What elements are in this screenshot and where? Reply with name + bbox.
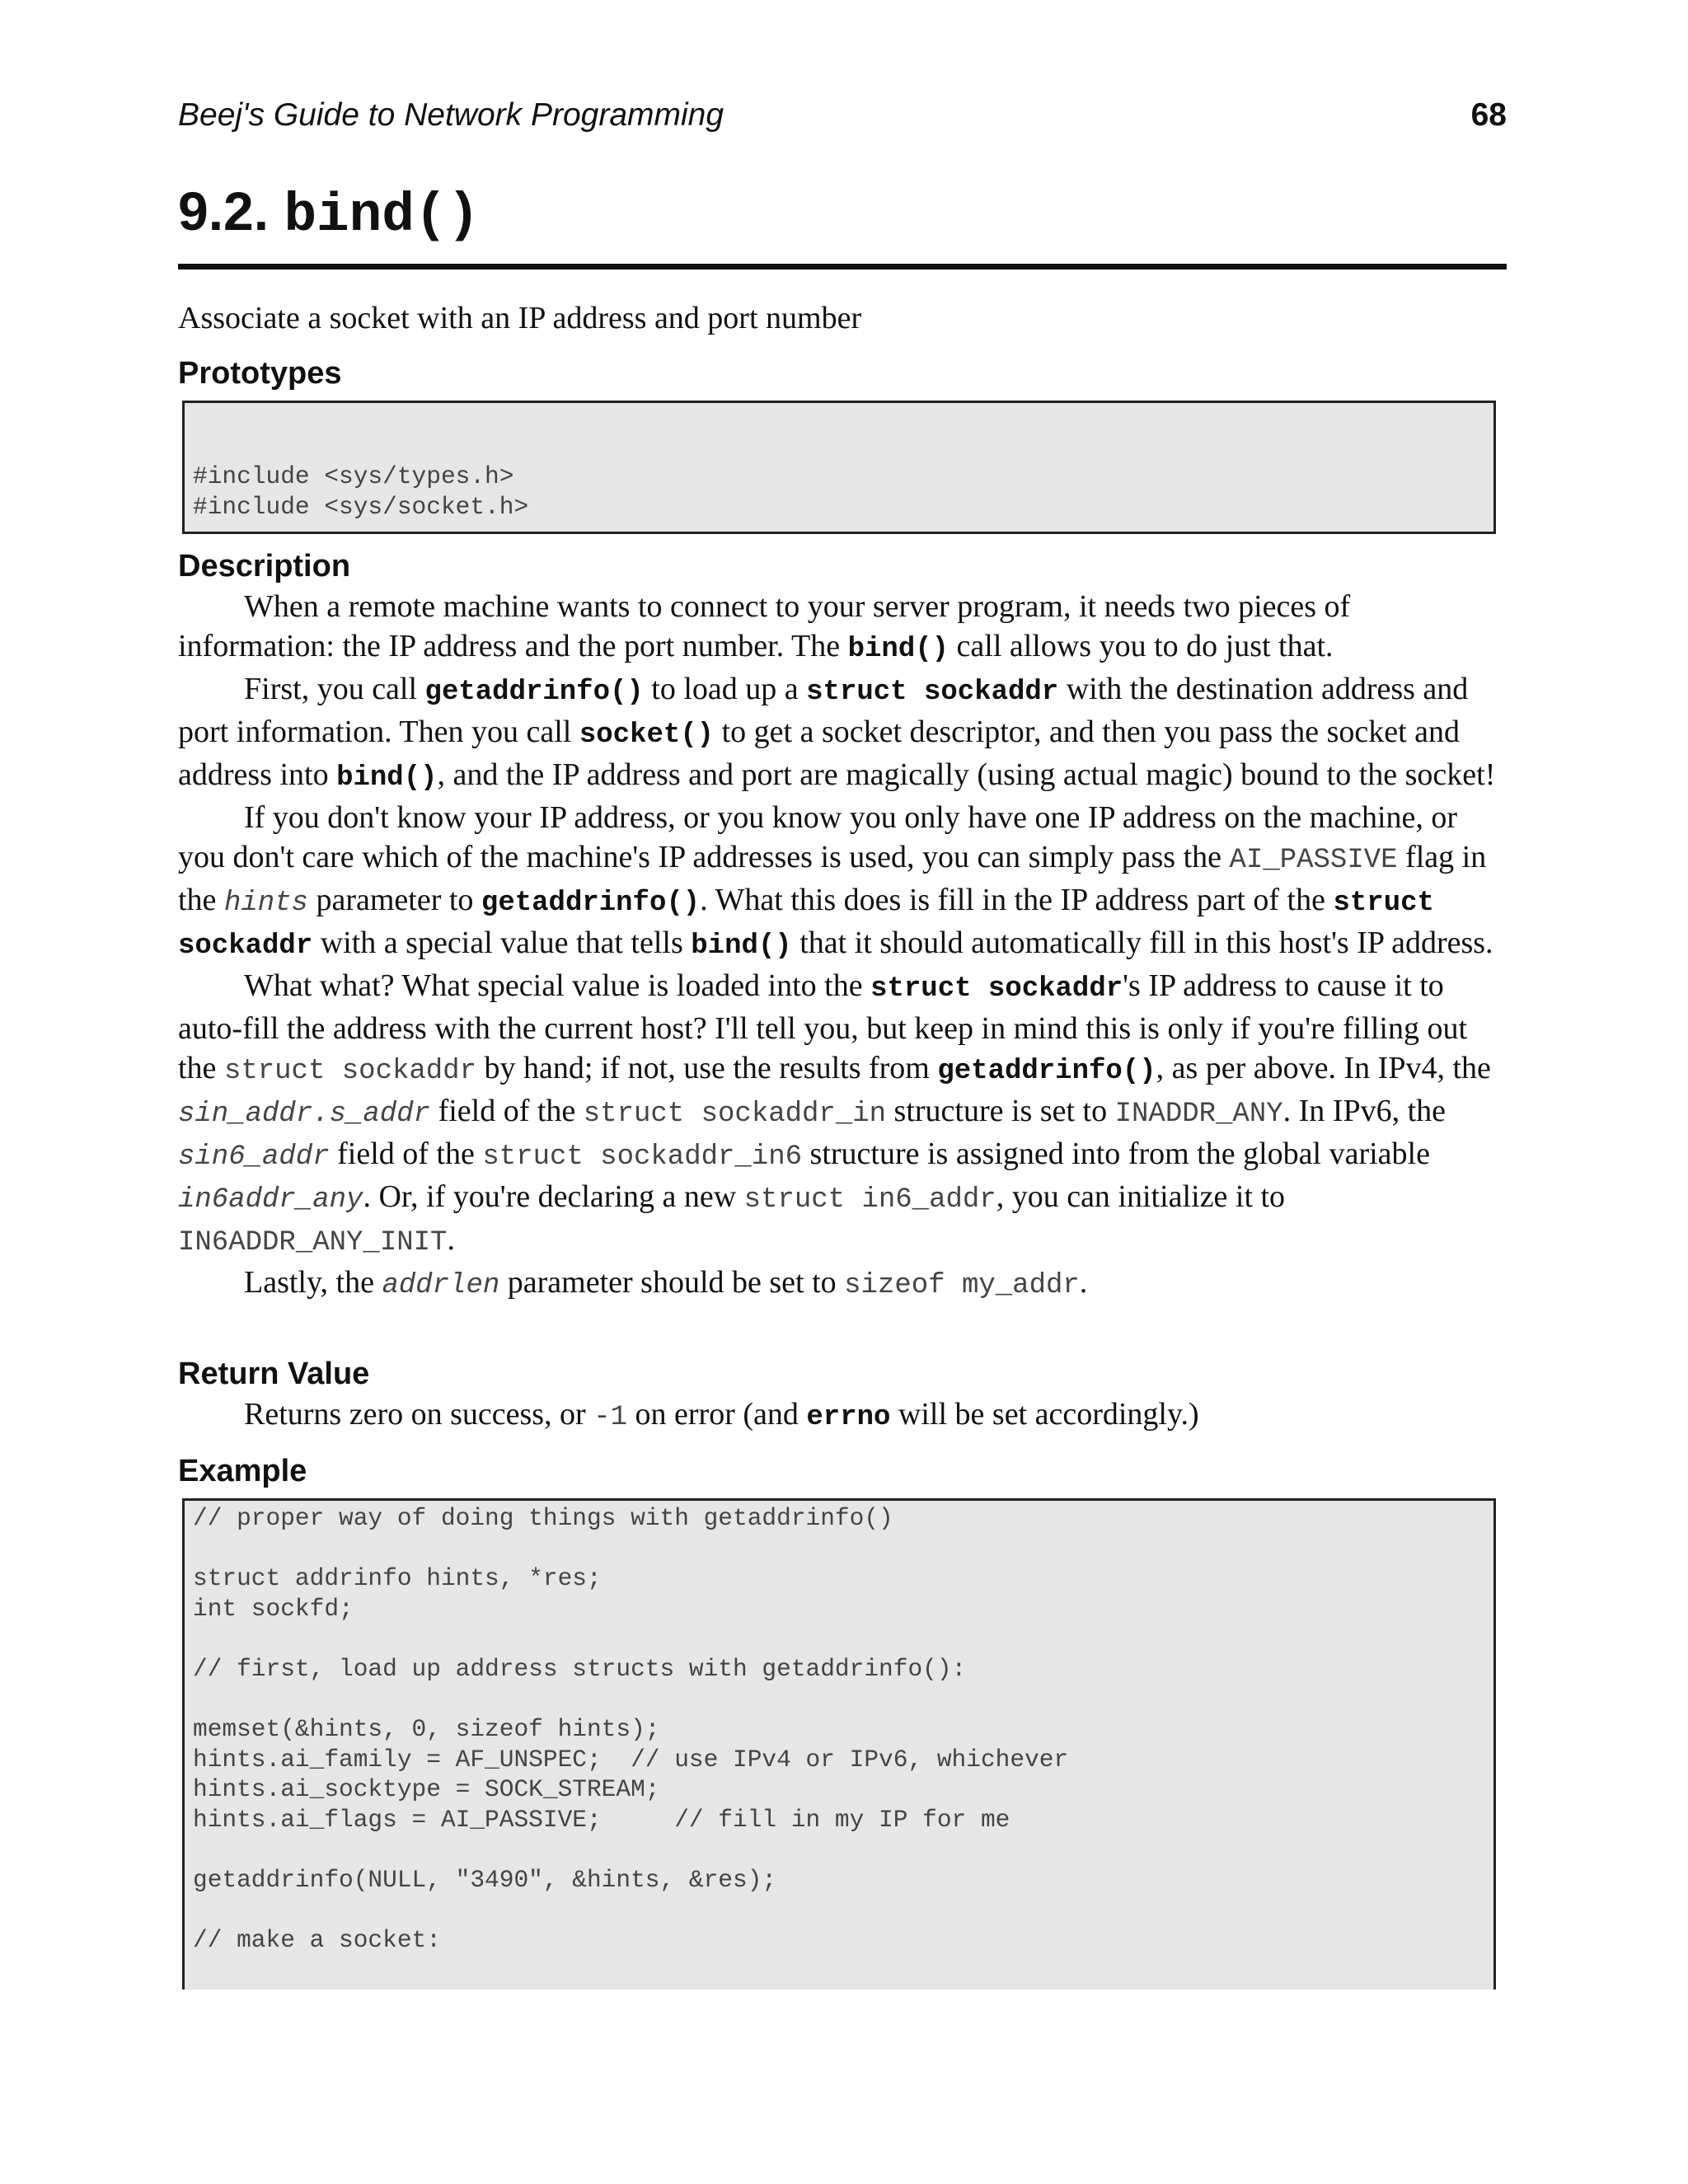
- code-line-blank: [193, 1624, 1493, 1654]
- code-line-blank: [193, 1835, 1493, 1866]
- book-title: Beej's Guide to Network Programming: [178, 97, 724, 133]
- function-ref: bind(): [691, 930, 792, 962]
- text: , as per above. In IPv4, the: [1156, 1051, 1491, 1085]
- description-paragraph: [178, 966, 1507, 1263]
- param-ref: addrlen: [382, 1270, 500, 1301]
- code-line-blank: [193, 1534, 1493, 1564]
- description-paragraph: [178, 669, 1507, 798]
- function-summary: Associate a socket with an IP address and port number: [178, 301, 862, 335]
- prototype-code-block: [182, 401, 1496, 534]
- description-paragraph: [178, 587, 1507, 669]
- code-ref: -1: [593, 1402, 628, 1433]
- text: flag in the: [178, 840, 1487, 917]
- text: with the destination address and port information. Then you call: [178, 672, 1469, 749]
- section-number: 9.2.: [178, 180, 270, 241]
- code-line: int sockfd;: [193, 1594, 354, 1623]
- return-value-heading: Return Value: [178, 1357, 370, 1391]
- text: parameter should be set to: [499, 1265, 845, 1300]
- prototypes-heading: Prototypes: [178, 356, 342, 391]
- function-ref: getaddrinfo(): [937, 1056, 1156, 1087]
- text: to load up a: [643, 672, 807, 706]
- page-number: 68: [1470, 97, 1507, 133]
- function-ref: bind(): [847, 634, 950, 665]
- constant-ref: AI_PASSIVE: [1229, 845, 1398, 876]
- return-value-body: [178, 1394, 1507, 1437]
- param-ref: hints: [223, 888, 308, 919]
- section-heading: [178, 176, 480, 251]
- text: Lastly, the: [244, 1265, 382, 1300]
- text: , you can initialize it to: [996, 1179, 1286, 1214]
- code-line: // first, load up address structs with getaddrinfo():: [193, 1654, 967, 1683]
- function-ref: bind(): [336, 762, 438, 794]
- text: Returns zero on success, or: [244, 1397, 594, 1432]
- code-ref: sizeof my_addr: [844, 1270, 1080, 1301]
- text: .: [1079, 1265, 1088, 1300]
- code-line: #include <sys/types.h>: [193, 462, 514, 490]
- type-ref: struct sockaddr_in6: [482, 1141, 803, 1173]
- code-line: // proper way of doing things with getaddrinfo(): [193, 1504, 893, 1532]
- field-ref: sin6_addr: [178, 1141, 330, 1173]
- code-line-blank: [193, 1685, 1493, 1715]
- function-ref: getaddrinfo(): [424, 677, 644, 708]
- text: . Or, if you're declaring a new: [363, 1179, 744, 1214]
- type-ref: struct sockaddr: [870, 973, 1123, 1005]
- variable-ref: errno: [806, 1402, 891, 1433]
- code-line: hints.ai_family = AF_UNSPEC; // use IPv4 or IPv6, whichever: [193, 1745, 1069, 1774]
- section-function-name: bind(): [284, 185, 481, 246]
- description-paragraph: [178, 798, 1507, 966]
- example-code-block: [182, 1498, 1496, 1990]
- running-header: [178, 92, 1507, 138]
- type-ref: struct sockaddr: [806, 677, 1059, 708]
- code-line: hints.ai_socktype = SOCK_STREAM;: [193, 1775, 660, 1804]
- type-ref: struct sockaddr: [223, 1056, 476, 1087]
- text: What what? What special value is loaded into the: [244, 968, 871, 1003]
- text: to get a socket descriptor, and then you pass the socket and address into: [178, 715, 1461, 792]
- function-ref: socket(): [579, 719, 715, 751]
- return-value-paragraph: [178, 1394, 1507, 1437]
- code-line: // make a socket:: [193, 1926, 441, 1955]
- code-line: getaddrinfo(NULL, "3490", &hints, &res);: [193, 1866, 777, 1895]
- type-ref: struct sockaddr_in: [583, 1099, 887, 1130]
- text: First, you call: [244, 672, 425, 706]
- text: structure is set to: [886, 1094, 1115, 1128]
- text: 's IP address to cause it to auto-fill the address with the current host? I'll tell you, but keep in mind this is only if you're filling out the: [178, 968, 1468, 1085]
- description-body: [178, 587, 1507, 1305]
- variable-ref: in6addr_any: [178, 1184, 363, 1216]
- text: by hand; if not, use the results from: [476, 1051, 938, 1085]
- heading-rule: [178, 264, 1507, 269]
- code-line: #include <sys/socket.h>: [193, 492, 529, 521]
- text: field of the: [430, 1094, 584, 1128]
- text: . In IPv6, the: [1282, 1094, 1447, 1128]
- description-paragraph: [178, 1263, 1507, 1305]
- type-ref: struct sockaddr: [178, 888, 1434, 962]
- text: parameter to: [307, 883, 481, 917]
- code-line: hints.ai_flags = AI_PASSIVE; // fill in my IP for me: [193, 1805, 1010, 1834]
- text: field of the: [329, 1137, 483, 1171]
- text: with a special value that tells: [312, 926, 692, 960]
- text: on error (and: [627, 1397, 807, 1432]
- type-ref: struct in6_addr: [743, 1184, 996, 1216]
- description-heading: Description: [178, 549, 351, 583]
- constant-ref: INADDR_ANY: [1114, 1099, 1283, 1130]
- function-ref: getaddrinfo(): [481, 888, 701, 919]
- text: that it should automatically fill in this host's IP address.: [791, 926, 1493, 960]
- text: will be set accordingly.): [890, 1397, 1199, 1432]
- text: call allows you to do just that.: [949, 629, 1334, 663]
- code-line-blank: [193, 522, 1493, 534]
- text: When a remote machine wants to connect to your server program, it needs two pieces of information: the IP address and the port number. The: [178, 589, 1351, 663]
- text: .: [447, 1222, 455, 1257]
- code-line-blank: [193, 1896, 1493, 1926]
- code-line: struct addrinfo hints, *res;: [193, 1564, 602, 1593]
- example-heading: Example: [178, 1454, 307, 1488]
- text: . What this does is fill in the IP address part of the: [700, 883, 1334, 917]
- code-line: memset(&hints, 0, sizeof hints);: [193, 1715, 660, 1744]
- text: If you don't know your IP address, or you know you only have one IP address on the machine, or you don't care which of the machine's IP addresses is used, you can simply pass the: [178, 800, 1458, 874]
- text: structure is assigned into from the global variable: [802, 1137, 1430, 1171]
- text: , and the IP address and port are magically (using actual magic) bound to the socket!: [437, 757, 1496, 792]
- constant-ref: IN6ADDR_ANY_INIT: [178, 1227, 448, 1258]
- field-ref: sin_addr.s_addr: [178, 1099, 431, 1130]
